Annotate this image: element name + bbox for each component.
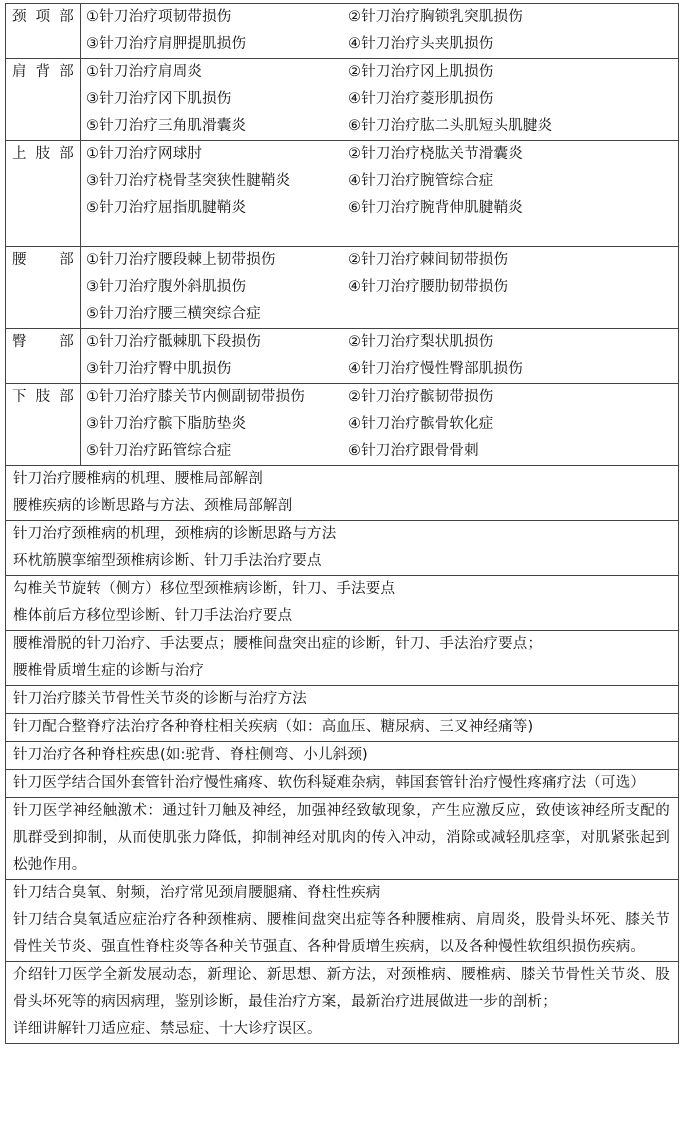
region-label-cell	[6, 141, 81, 247]
section-line: 腰椎骨质增生症的诊断与治疗	[13, 663, 205, 679]
treatment-item: ⑤针刀治疗屈指肌腱鞘炎	[86, 200, 247, 216]
section-line: 腰椎疾病的诊断思路与方法、颈椎局部解剖	[13, 498, 293, 514]
treatment-item: ②针刀治疗胸锁乳突肌损伤	[348, 9, 523, 25]
treatment-item	[348, 301, 678, 328]
region-name: 肩背部	[12, 64, 74, 80]
treatment-item: ②针刀治疗棘间韧带损伤	[348, 252, 509, 268]
region-items-cell	[81, 384, 679, 466]
treatment-item: ③针刀治疗臀中肌损伤	[86, 361, 232, 377]
treatment-pair	[86, 438, 678, 465]
section-line: 针刀医学神经触激术：通过针刀触及神经，加强神经致敏现象，产生应激反应，致使该神经所支配的肌群受到抑制，从而使肌张力降低，抑制神经对肌肉的传入冲动，消除或减轻肌痉挛，对肌紧张起到松弛作用。	[13, 803, 670, 873]
treatment-pair	[86, 86, 678, 113]
region-items-cell	[81, 247, 679, 329]
treatment-pair	[86, 4, 678, 31]
treatment-item: ④针刀治疗髌骨软化症	[348, 416, 494, 432]
treatment-item: ③针刀治疗腹外斜肌损伤	[86, 279, 247, 295]
section-cell	[6, 576, 679, 631]
treatment-pair	[86, 301, 678, 328]
section-cell	[6, 962, 679, 1044]
treatment-item: ④针刀治疗腕管综合症	[348, 173, 494, 189]
region-items-cell	[81, 4, 679, 59]
section-cell	[6, 466, 679, 521]
section-cell	[6, 798, 679, 880]
section-line: 针刀结合臭氧适应症治疗各种颈椎病、腰椎间盘突出症等各种腰椎病、肩周炎，股骨头坏死、膝关节骨性关节炎、强直性脊柱炎等各种关节强直、各种骨质增生疾病，以及各种慢性软组织损伤疾病。	[13, 912, 670, 955]
section-row	[6, 880, 679, 962]
region-items-cell	[81, 59, 679, 141]
section-cell	[6, 742, 679, 770]
section-line: 针刀治疗颈椎病的机理，颈椎病的诊断思路与方法	[13, 526, 337, 542]
region-row	[6, 247, 679, 329]
region-row	[6, 59, 679, 141]
treatment-item: ③针刀治疗肩胛提肌损伤	[86, 36, 247, 52]
treatment-pair	[86, 59, 678, 86]
region-row	[6, 141, 679, 247]
region-label-cell	[6, 4, 81, 59]
treatment-item: ⑤针刀治疗三角肌滑囊炎	[86, 118, 247, 134]
region-label-cell	[6, 59, 81, 141]
region-label-cell	[6, 384, 81, 466]
section-row	[6, 742, 679, 770]
treatment-pair	[86, 384, 678, 411]
region-name: 腰部	[12, 252, 74, 268]
section-line: 椎体前后方移位型诊断、针刀手法治疗要点	[13, 608, 293, 624]
region-items-cell	[81, 329, 679, 384]
treatment-item: ⑤针刀治疗跖管综合症	[86, 443, 232, 459]
treatment-item: ④针刀治疗慢性臀部肌损伤	[348, 361, 523, 377]
treatment-pair	[86, 113, 678, 140]
section-rows	[6, 466, 679, 1044]
section-cell	[6, 686, 679, 714]
section-line: 针刀治疗膝关节骨性关节炎的诊断与治疗方法	[13, 691, 307, 707]
treatment-item: ④针刀治疗头夹肌损伤	[348, 36, 494, 52]
treatment-item: ④针刀治疗腰肋韧带损伤	[348, 279, 509, 295]
treatment-item: ①针刀治疗腰段棘上韧带损伤	[86, 252, 276, 268]
section-cell	[6, 714, 679, 742]
region-row	[6, 384, 679, 466]
treatment-item: ②针刀治疗梨状肌损伤	[348, 334, 494, 350]
region-name: 臀部	[12, 334, 74, 350]
treatment-item: ①针刀治疗肩周炎	[86, 64, 203, 80]
spacer	[86, 222, 678, 246]
region-items-cell	[81, 141, 679, 247]
region-name: 下肢部	[12, 389, 74, 405]
section-line: 介绍针刀医学全新发展动态，新理论、新思想、新方法，对颈椎病、腰椎病、膝关节骨性关节炎、股骨头坏死等的病因病理，鉴别诊断，最佳治疗方案，最新治疗进展做进一步的剖析；	[13, 967, 670, 1010]
region-rows	[6, 4, 679, 466]
region-row	[6, 4, 679, 59]
section-row	[6, 962, 679, 1044]
section-cell	[6, 770, 679, 798]
treatment-item: ⑥针刀治疗跟骨骨刺	[348, 443, 479, 459]
section-line: 勾椎关节旋转（侧方）移位型颈椎病诊断，针刀、手法要点	[13, 581, 396, 597]
treatment-pair	[86, 329, 678, 356]
section-row	[6, 770, 679, 798]
treatment-pair	[86, 247, 678, 274]
treatment-item: ④针刀治疗菱形肌损伤	[348, 91, 494, 107]
section-line: 针刀医学结合国外套管针治疗慢性痛疼、软伤科疑难杂病，韩国套管针治疗慢性疼痛疗法（可选）	[13, 775, 646, 791]
section-row	[6, 686, 679, 714]
section-row	[6, 714, 679, 742]
region-label-cell	[6, 247, 81, 329]
treatment-item: ⑥针刀治疗肱二头肌短头肌腱炎	[348, 118, 553, 134]
region-name: 上肢部	[12, 146, 74, 162]
treatment-item: ⑤针刀治疗腰三横突综合症	[86, 306, 261, 322]
section-row	[6, 466, 679, 521]
treatment-pair	[86, 356, 678, 383]
section-line: 针刀结合臭氧、射频，治疗常见颈肩腰腿痛、脊柱性疾病	[13, 885, 381, 901]
treatment-pair	[86, 411, 678, 438]
section-row	[6, 521, 679, 576]
section-cell	[6, 880, 679, 962]
section-row	[6, 631, 679, 686]
treatment-item: ①针刀治疗膝关节内侧副韧带损伤	[86, 389, 305, 405]
treatment-item: ③针刀治疗髌下脂肪垫炎	[86, 416, 247, 432]
section-line: 环枕筋膜挛缩型颈椎病诊断、针刀手法治疗要点	[13, 553, 322, 569]
region-row	[6, 329, 679, 384]
treatment-pair	[86, 31, 678, 58]
treatment-item: ②针刀治疗冈上肌损伤	[348, 64, 494, 80]
treatment-item: ②针刀治疗髌韧带损伤	[348, 389, 494, 405]
section-line: 针刀治疗各种脊柱疾患(如:驼背、脊柱侧弯、小儿斜颈)	[13, 747, 368, 763]
section-cell	[6, 521, 679, 576]
treatment-pair	[86, 168, 678, 195]
treatment-item: ①针刀治疗项韧带损伤	[86, 9, 232, 25]
treatment-item: ③针刀治疗冈下肌损伤	[86, 91, 232, 107]
treatment-pair	[86, 195, 678, 222]
section-line: 针刀治疗腰椎病的机理、腰椎局部解剖	[13, 471, 263, 487]
region-label-cell	[6, 329, 81, 384]
section-cell	[6, 631, 679, 686]
section-line: 腰椎滑脱的针刀治疗、手法要点；腰椎间盘突出症的诊断，针刀、手法治疗要点；	[13, 636, 543, 652]
treatment-item: ⑥针刀治疗腕背伸肌腱鞘炎	[348, 200, 523, 216]
treatment-item: ①针刀治疗骶棘肌下段损伤	[86, 334, 261, 350]
treatment-pair	[86, 141, 678, 168]
curriculum-table	[5, 3, 679, 1044]
treatment-item: ③针刀治疗桡骨茎突狭性腱鞘炎	[86, 173, 291, 189]
region-name: 颈项部	[12, 9, 74, 25]
section-line: 针刀配合整脊疗法治疗各种脊柱相关疾病（如：高血压、糖尿病、三叉神经痛等)	[13, 719, 534, 735]
section-row	[6, 576, 679, 631]
treatment-pair	[86, 274, 678, 301]
treatment-item: ①针刀治疗网球肘	[86, 146, 203, 162]
section-row	[6, 798, 679, 880]
section-line: 详细讲解针刀适应症、禁忌症、十大诊疗误区。	[13, 1021, 322, 1037]
treatment-item: ②针刀治疗桡肱关节滑囊炎	[348, 146, 523, 162]
